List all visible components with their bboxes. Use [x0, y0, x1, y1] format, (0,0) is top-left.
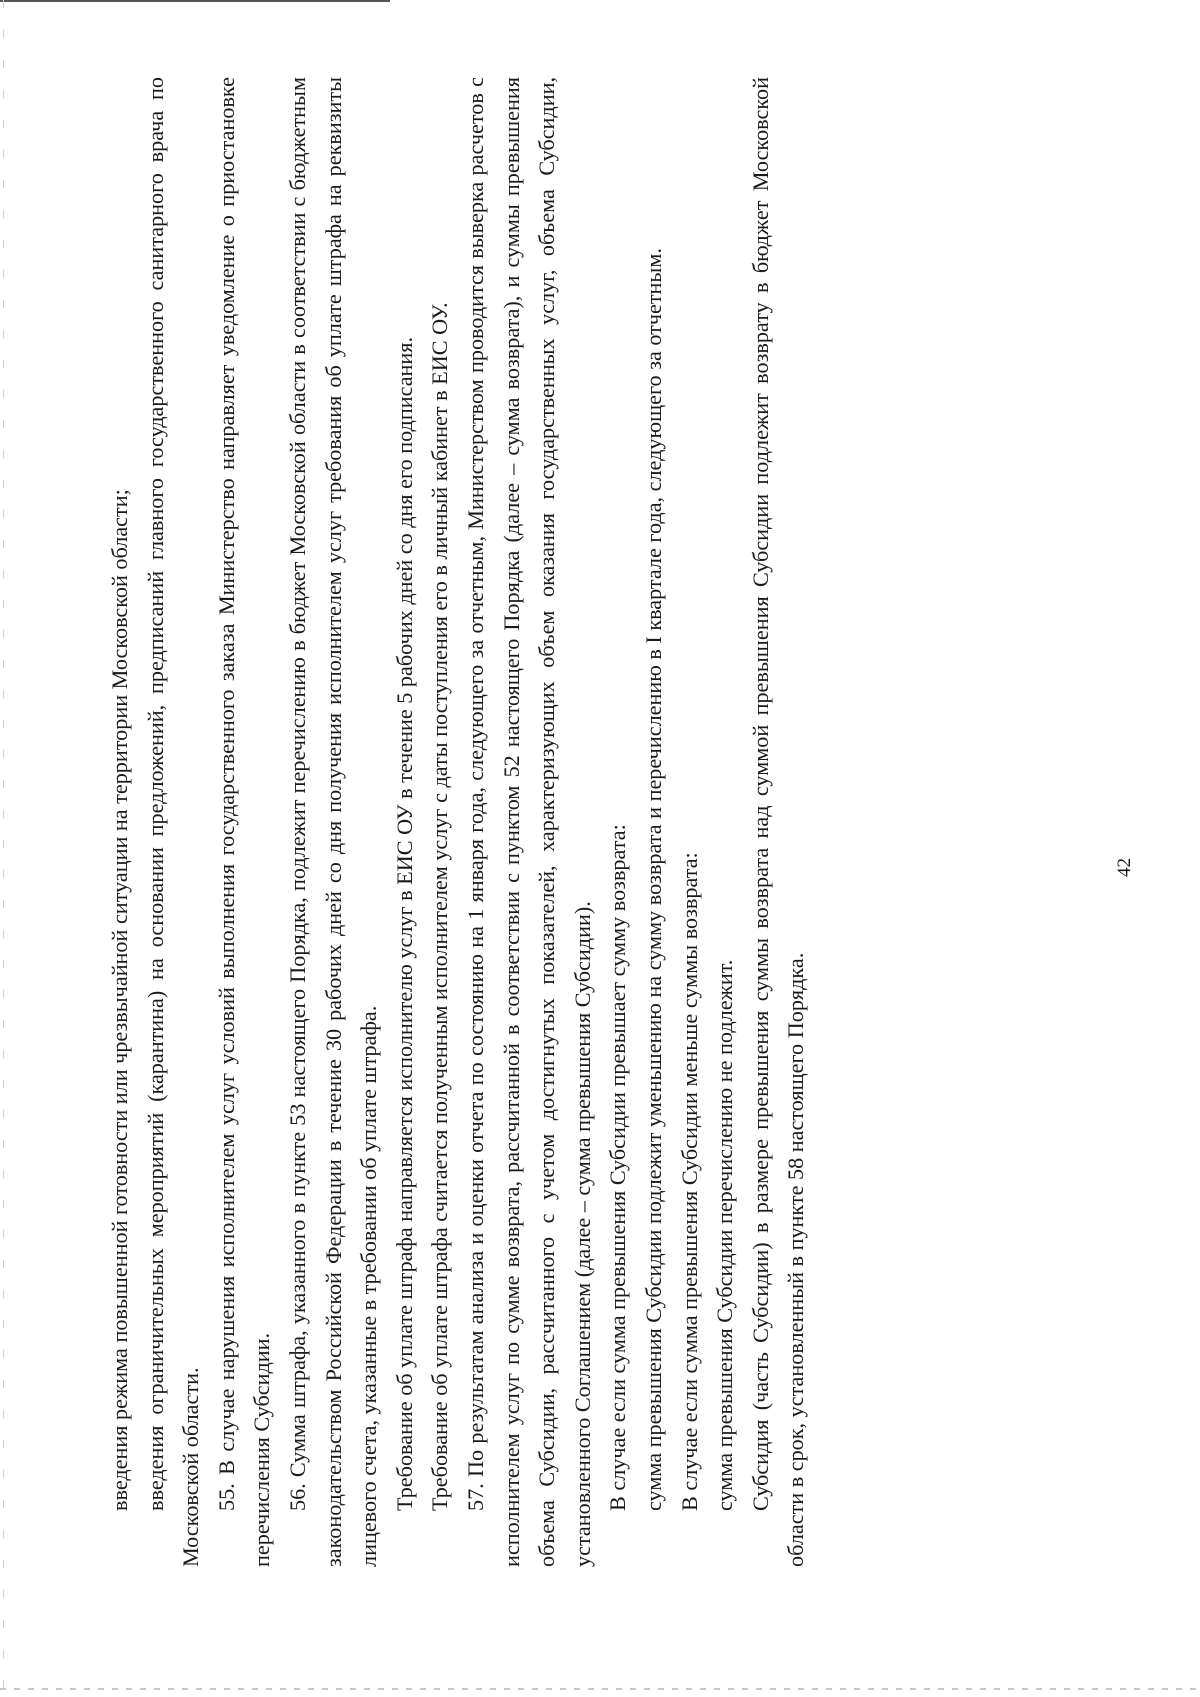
paragraph: Требование об уплате штрафа направляется исполнителю услуг в ЕИС ОУ в течение 5 рабочих дней со дня его подписания.: [391, 336, 417, 1511]
page-number: 42: [1114, 858, 1135, 877]
paragraph: 56. Сумма штрафа, указанного в пункте 53 настоящего Порядка, подлежит перечислению в бюджет Московской области в соответствии с бюджетным законодательством Российской Федерации в течение 30 рабочих дней со дня получения исполнителем услуг требования об уплате штрафа на реквизиты лицевого счета, указанные в требовании об уплате штрафа.: [284, 77, 382, 1567]
paragraph: В случае если сумма превышения Субсидии превышает сумму возврата:: [605, 824, 631, 1511]
document-body: [102, 77, 814, 1567]
paragraph: сумма превышения Субсидии перечислению не подлежит.: [712, 959, 738, 1511]
paragraph: 57. По результатам анализа и оценки отчета по состоянию на 1 января года, следующего за отчетным, Министерством проводится выверка расчетов с исполнителем услуг по сумме возврата, рассчитанной в соответствии с пунктом 52 настоящего Порядка (далее – сумма возврата), и суммы превышения объема Субсидии, рассчитанного с учетом достигнутых показателей, характеризующих объем оказания государственных услуг, объема Субсидии, установленного Соглашением (далее – сумма превышения Субсидии).: [462, 77, 595, 1567]
paragraph: Субсидия (часть Субсидии) в размере превышения суммы возврата над суммой превышения Субсидии подлежит возврату в бюджет Московской области в срок, установленный в пункте 58 настоящего Порядка.: [747, 77, 809, 1567]
paragraph: введения ограничительных мероприятий (карантина) на основании предложений, предписаний главного государственного санитарного врача по Московской области.: [142, 77, 204, 1567]
paragraph: 55. В случае нарушения исполнителем услуг условий выполнения государственного заказа Министерство направляет уведомление о приостановке перечисления Субсидии.: [213, 77, 275, 1567]
paragraph: Требование об уплате штрафа считается полученным исполнителем услуг с даты поступления его в личный кабинет в ЕИС ОУ.: [427, 302, 453, 1511]
paragraph: В случае если сумма превышения Субсидии меньше суммы возврата:: [676, 852, 702, 1511]
paragraph: введения режима повышенной готовности или чрезвычайной ситуации на территории Московской области;: [107, 489, 132, 1511]
paragraph: сумма превышения Субсидии подлежит уменьшению на сумму возврата и перечислению в I квартале года, следующего за отчетным.: [640, 248, 666, 1511]
